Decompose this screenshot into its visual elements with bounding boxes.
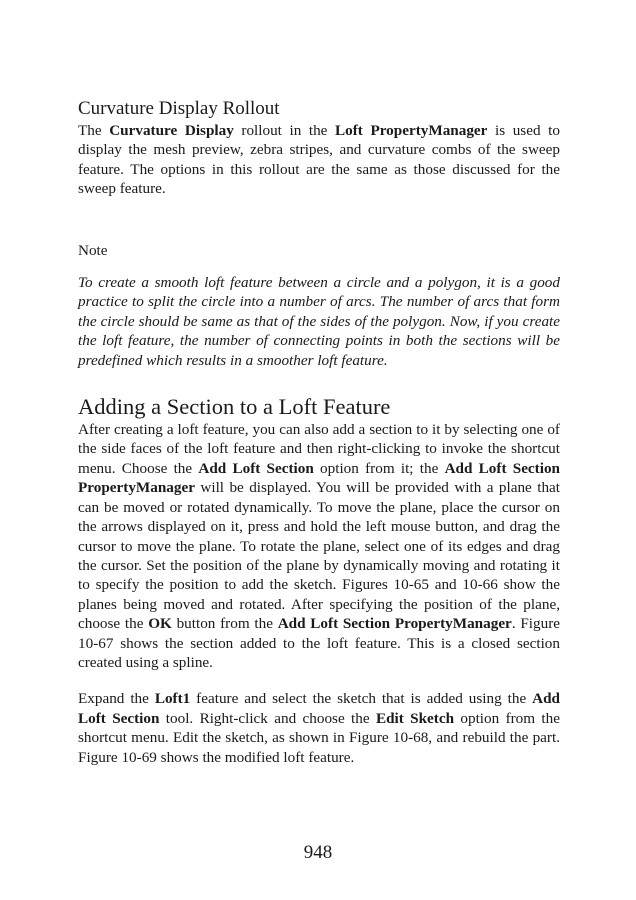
note-label: Note [78,241,108,259]
adding-section-heading: Adding a Section to a Loft Feature [78,394,391,420]
page-number: 948 [303,842,333,863]
page-body [78,98,560,767]
curvature-display-heading: Curvature Display Rollout [78,98,280,119]
expand-loft-paragraph: Expand the Loft1 feature and select the sketch that is added using the Add Loft Section tool. Right-click and choose the Edit Sketch option from the shortcut menu. Edit the sketch, as shown in Figure 10-68, and rebuild the part. Figure 10-69 shows the modified loft feature. [78,690,560,766]
note-text: To create a smooth loft feature between a circle and a polygon, it is a good practice to split the circle into a number of arcs. The number of arcs that form the circle should be same as that of the sides of the polygon. Now, if you create the loft feature, the number of connecting points in both the sections will be predefined which results in a smoother loft feature. [78,274,560,369]
curvature-display-paragraph: The Curvature Display rollout in the Loft PropertyManager is used to display the mesh preview, zebra stripes, and curvature combs of the sweep feature. The options in this rollout are the same as those discussed for the sweep feature. [78,122,560,198]
adding-section-paragraph: After creating a loft feature, you can also add a section to it by selecting one of the side faces of the loft feature and then right-clicking to invoke the shortcut menu. Choose the Add Loft Section option from it; the Add Loft Section PropertyManager will be displayed. You will be provided with a plane that can be moved or rotated dynamically. To move the plane, place the cursor on the arrows displayed on it, press and hold the left mouse button, and drag the cursor to move the plane. To rotate the plane, select one of its edges and drag the cursor. Set the position of the plane by dynamically moving and rotating it to specify the position to add the sketch. Figures 10-65 and 10-66 show the planes being moved and rotated. After specifying the position of the plane, choose the OK button from the Add Loft Section PropertyManager. Figure 10-67 shows the section added to the loft feature. This is a closed section created using a spline. [78,421,560,671]
